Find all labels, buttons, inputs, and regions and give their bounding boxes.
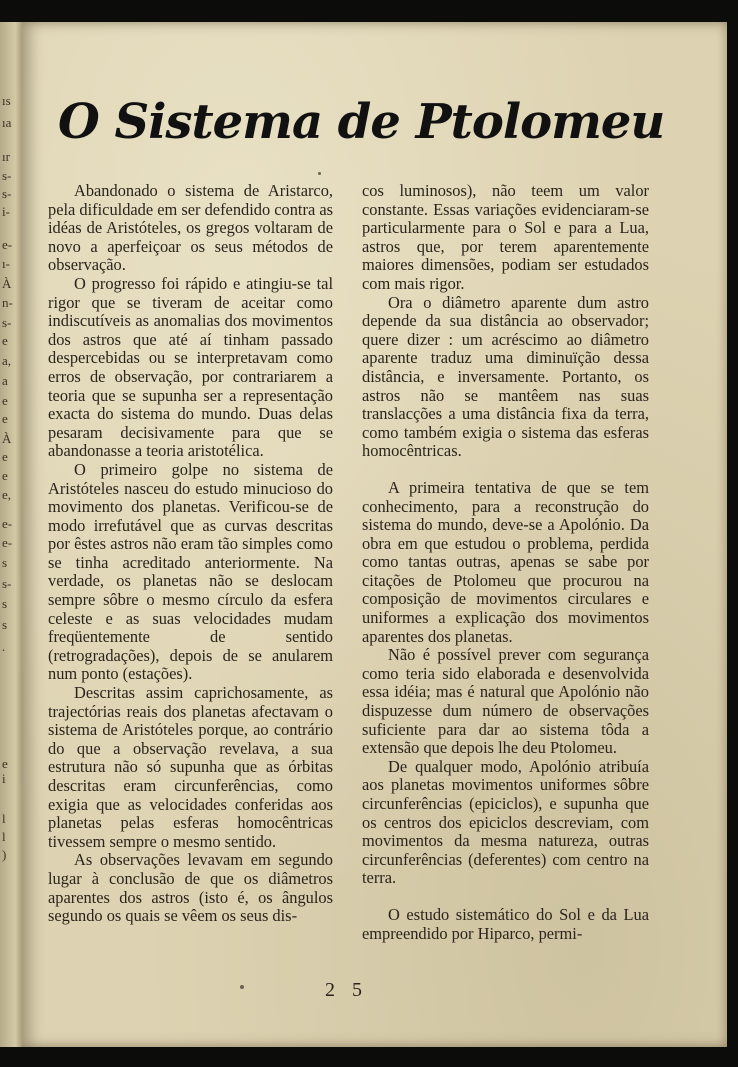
adjacent-page-fragment: ır (2, 149, 10, 164)
adjacent-page-fragment: s (2, 596, 8, 611)
adjacent-page-fragment: e- (2, 516, 13, 531)
adjacent-page-fragment: i- (2, 204, 10, 219)
paragraph: O progresso foi rápido e atingiu-se tal rigor que se tiveram de aceitar como indiscutíveis as anomalias dos movimentos dos astros que até aí tinham passado despercebidas ou se interpretavam como erros de observação, por contrariarem a teoria que se supunha ser a representação exacta do sistema do mundo. Duas delas pesaram decisivamente para que se abandonasse a teoria aristotélica. (48, 273, 333, 461)
adjacent-page-edge (0, 22, 22, 1047)
adjacent-page-fragment: . (2, 639, 6, 654)
ink-speck (318, 172, 321, 175)
adjacent-page-fragment: s (2, 555, 8, 570)
adjacent-page-fragment: l (2, 829, 6, 844)
adjacent-page-fragment: n- (2, 295, 13, 310)
paragraph: O estudo sistemático do Sol e da Lua empreendido por Hiparco, permi- (362, 904, 649, 943)
adjacent-page-fragment: s- (2, 186, 12, 201)
adjacent-page-fragment: e (2, 393, 8, 408)
adjacent-page-fragment: À (2, 431, 12, 446)
adjacent-page-fragment: ıa (2, 115, 12, 130)
adjacent-page-fragment: s- (2, 315, 12, 330)
adjacent-page-fragment: À (2, 276, 12, 291)
paragraph: Ora o diâmetro aparente dum astro depende da sua distância ao observador; quere dizer : um acréscimo ao diâmetro aparente traduz uma diminuïção dessa distância, e inversamente. Portanto, os astros não se mantêem nas suas translacções a uma distância fixa da terra, como também exigia o sistema das esferas homocêntricas. (362, 292, 649, 461)
adjacent-page-fragment: ı- (2, 256, 10, 271)
paragraph: cos luminosos), não teem um valor constante. Essas variações evidenciaram-se particularmente para o Sol e para a Lua, astros que, por terem aparentemente maiores dimensões, podiam ser estudados com mais rigor. (362, 181, 649, 293)
adjacent-page-fragment: s- (2, 168, 12, 183)
paragraph: O primeiro golpe no sistema de Aristóteles nasceu do estudo minucioso do movimento dos planetas. Verificou-se de modo irrefutável que as curvas descritas por êstes astros não eram tão simples como se tinha acreditado anteriormente. Na verdade, os planetas não se deslocam sempre sôbre o mesmo círculo da esfera celeste e as suas velocidades mudam freqüentemente de sentido (retrogradações), depois de se anularem num ponto (estações). (48, 459, 333, 684)
ink-speck (240, 985, 244, 989)
adjacent-page-fragment: e- (2, 535, 13, 550)
paragraph: A primeira tentativa de que se tem conhecimento, para a reconstrução do sistema do mundo, deve-se a Apolónio. Da obra em que estudou o problema, perdida como tantas outras, apenas se sabe por citações de Ptolomeu que procurou na composição de movimentos circulares e uniformes a explicação dos movimentos aparentes dos planetas. (362, 477, 649, 646)
book-page (22, 22, 727, 1047)
adjacent-page-fragment: e (2, 333, 8, 348)
left-column (48, 182, 333, 926)
adjacent-page-fragment: a (2, 373, 8, 388)
paragraph: As observações levavam em segundo lugar à conclusão de que os diâmetros aparentes dos astros (isto é, os ângulos segundo os quais se vêem os seus dis- (48, 850, 333, 926)
adjacent-page-fragment: a, (2, 353, 12, 368)
adjacent-page-fragment: e (2, 756, 8, 771)
adjacent-page-fragment: s- (2, 576, 12, 591)
adjacent-page-fragment: s (2, 617, 8, 632)
adjacent-page-fragment: ıs (2, 93, 11, 108)
page-number: 2 5 (325, 979, 368, 1001)
adjacent-page-fragment: ) (2, 847, 7, 862)
adjacent-page-fragment: e (2, 411, 8, 426)
adjacent-page-fragment: e- (2, 237, 13, 252)
paragraph: Não é possível prever com segurança como teria sido elaborada e desenvolvida essa idéia; mas é natural que Apolónio não dispuzesse dum número de observações suficiente para dar ao sistema tôda a extensão que depois lhe deu Ptolomeu. (362, 645, 649, 758)
adjacent-page-fragment: e (2, 449, 8, 464)
page-title: O Sistema de Ptolomeu (58, 94, 665, 150)
adjacent-page-fragment: e (2, 468, 8, 483)
paragraph: Abandonado o sistema de Aristarco, pela dificuldade em ser defendido contra as idéas de Aristóteles, os gregos voltaram de novo a aperfeiçoar os seus métodos de observação. (48, 181, 333, 275)
paragraph: De qualquer modo, Apolónio atribuía aos planetas movimentos uniformes sôbre circunferências (epiciclos), e supunha que os centros dos epiciclos descreviam, com movimentos da mesma natureza, outras circunferências (deferentes) com centro na terra. (362, 756, 649, 888)
adjacent-page-fragment: i (2, 771, 6, 786)
paragraph: Descritas assim caprichosamente, as trajectórias reais dos planetas afectavam o sistema de Aristóteles porque, ao contrário do que a observação revelava, a sua estrutura não só supunha que as órbitas descritas eram circunferências, como exigia que as velocidades conferidas aos planetas pelas esferas homocêntricas tivessem sempre o mesmo sentido. (48, 683, 333, 851)
right-column (362, 182, 649, 943)
adjacent-page-fragment: l (2, 811, 6, 826)
adjacent-page-fragment: e, (2, 487, 12, 502)
